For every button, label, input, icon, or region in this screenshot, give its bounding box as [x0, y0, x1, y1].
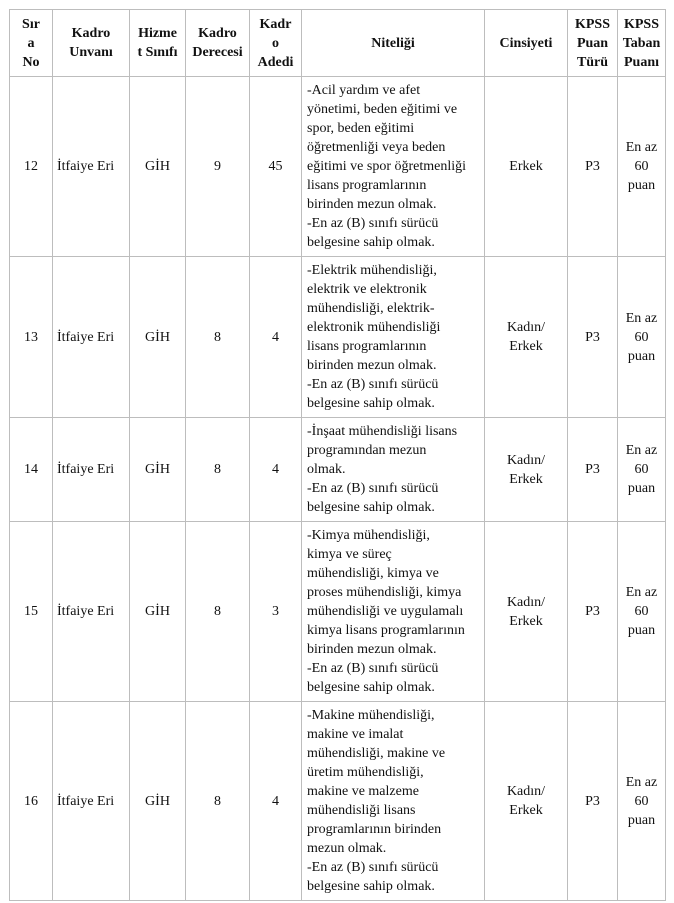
- text-line: Cinsiyeti: [499, 35, 553, 51]
- text-line: puan: [627, 178, 656, 193]
- text-line: Erkek: [509, 803, 543, 818]
- text-line: programlarının birinden: [307, 822, 442, 837]
- text-line: Türü: [576, 54, 609, 70]
- cell-adet: 3: [250, 522, 302, 702]
- cell-unvan: İtfaiye Eri: [53, 257, 130, 418]
- text-line: 60: [634, 604, 649, 619]
- text-line: En az: [625, 774, 658, 790]
- text-line: Kadro: [71, 26, 111, 41]
- text-line: No: [22, 54, 40, 70]
- cell-nitelik: [302, 418, 485, 522]
- cell-adet: 4: [250, 257, 302, 418]
- cell-derece: 8: [186, 257, 250, 418]
- header-kpss-taban-puani: [618, 10, 666, 77]
- header-sira-no: [10, 10, 53, 77]
- cell-adet: 4: [250, 702, 302, 901]
- text-line: mühendisliği, makine ve: [307, 746, 446, 761]
- text-line: -En az (B) sınıfı sürücü: [307, 481, 439, 496]
- cell-derece: 8: [186, 418, 250, 522]
- cell-puan-turu: P3: [568, 418, 618, 522]
- cell-sira: 14: [10, 418, 53, 522]
- cell-sira: 12: [10, 77, 53, 257]
- text-line: -Makine mühendisliği,: [307, 708, 435, 723]
- cell-nitelik: [302, 702, 485, 901]
- cell-adet: 4: [250, 418, 302, 522]
- text-line: kimya ve süreç: [307, 547, 392, 562]
- cell-sira: 15: [10, 522, 53, 702]
- text-line: birinden mezun olmak.: [307, 642, 437, 657]
- text-line: Kadın/: [506, 320, 546, 335]
- text-line: eğitimi ve spor öğretmenliği: [307, 159, 467, 174]
- text-line: Kadın/: [506, 784, 546, 799]
- cell-taban-puan: [618, 702, 666, 901]
- text-line: Erkek: [509, 159, 543, 174]
- cell-unvan: İtfaiye Eri: [53, 77, 130, 257]
- text-line: kimya lisans programlarının: [307, 623, 465, 638]
- text-line: -Elektrik mühendisliği,: [307, 263, 437, 278]
- text-line: 60: [634, 793, 649, 809]
- cell-cinsiyet: [485, 702, 568, 901]
- table-row: [10, 522, 666, 702]
- text-line: Adedi: [257, 54, 294, 70]
- cell-puan-turu: P3: [568, 257, 618, 418]
- cell-cinsiyet: [485, 257, 568, 418]
- text-line: üretim mühendisliği,: [307, 765, 424, 780]
- text-line: makine ve imalat: [307, 727, 404, 742]
- text-line: mühendisliği, elektrik-: [307, 301, 435, 316]
- cell-derece: 9: [186, 77, 250, 257]
- cell-puan-turu: P3: [568, 522, 618, 702]
- text-line: -En az (B) sınıfı sürücü: [307, 860, 439, 875]
- text-line: t Sınıfı: [137, 45, 178, 60]
- text-line: Hizme: [138, 26, 177, 41]
- text-line: birinden mezun olmak.: [307, 197, 437, 212]
- cell-puan-turu: P3: [568, 77, 618, 257]
- cell-derece: 8: [186, 522, 250, 702]
- header-niteligi: [302, 10, 485, 77]
- text-line: -En az (B) sınıfı sürücü: [307, 377, 439, 392]
- text-line: Kadın/: [506, 452, 546, 468]
- text-line: mühendisliği, kimya ve: [307, 566, 439, 581]
- header-kadro-derecesi: [186, 10, 250, 77]
- text-line: 60: [634, 462, 649, 477]
- text-line: Erkek: [509, 339, 543, 354]
- cell-nitelik: [302, 77, 485, 257]
- text-line: En az: [625, 585, 658, 600]
- cell-taban-puan: [618, 77, 666, 257]
- text-line: Erkek: [509, 613, 543, 629]
- text-line: a: [27, 35, 35, 51]
- header-cinsiyeti: [485, 10, 568, 77]
- cell-sinif: GİH: [130, 418, 186, 522]
- text-line: -Acil yardım ve afet: [307, 83, 421, 98]
- text-line: belgesine sahip olmak.: [307, 396, 435, 411]
- cell-sinif: GİH: [130, 77, 186, 257]
- table-row: [10, 257, 666, 418]
- text-line: puan: [627, 812, 656, 828]
- text-line: olmak.: [307, 462, 346, 477]
- text-line: puan: [627, 481, 656, 496]
- text-line: -İnşaat mühendisliği lisans: [307, 424, 458, 439]
- cell-cinsiyet: [485, 77, 568, 257]
- cell-derece: 8: [186, 702, 250, 901]
- text-line: Kadr: [259, 16, 292, 32]
- text-line: Derecesi: [192, 45, 243, 60]
- cell-sinif: GİH: [130, 257, 186, 418]
- text-line: Unvanı: [69, 45, 113, 60]
- header-row: [10, 10, 666, 77]
- text-line: Sır: [22, 16, 40, 32]
- text-line: puan: [627, 623, 656, 638]
- cell-unvan: İtfaiye Eri: [53, 418, 130, 522]
- text-line: belgesine sahip olmak.: [307, 879, 435, 894]
- text-line: puan: [627, 348, 656, 364]
- text-line: öğretmenliği veya beden: [307, 140, 446, 155]
- cell-sinif: GİH: [130, 522, 186, 702]
- text-line: lisans programlarının: [307, 178, 427, 193]
- text-line: yönetimi, beden eğitimi ve: [307, 102, 458, 117]
- cell-puan-turu: P3: [568, 702, 618, 901]
- cell-nitelik: [302, 522, 485, 702]
- text-line: makine ve malzeme: [307, 784, 419, 799]
- text-line: Niteliği: [371, 35, 415, 51]
- text-line: 60: [634, 159, 649, 174]
- cell-sira: 13: [10, 257, 53, 418]
- cell-taban-puan: [618, 418, 666, 522]
- cell-unvan: İtfaiye Eri: [53, 522, 130, 702]
- header-kpss-puan-turu: [568, 10, 618, 77]
- text-line: Taban: [622, 35, 661, 51]
- text-line: elektrik ve elektronik: [307, 282, 427, 297]
- cell-adet: 45: [250, 77, 302, 257]
- text-line: spor, beden eğitimi: [307, 121, 415, 136]
- text-line: Erkek: [509, 471, 543, 487]
- table-row: [10, 418, 666, 522]
- text-line: birinden mezun olmak.: [307, 358, 437, 373]
- text-line: Kadro: [198, 26, 237, 41]
- header-kadro-adedi: [250, 10, 302, 77]
- text-line: belgesine sahip olmak.: [307, 500, 435, 515]
- text-line: mühendisliği ve uygulamalı: [307, 604, 464, 619]
- header-hizmet-sinifi: [130, 10, 186, 77]
- text-line: mezun olmak.: [307, 841, 387, 856]
- text-line: Puanı: [623, 54, 659, 70]
- text-line: En az: [625, 310, 658, 326]
- table-row: [10, 702, 666, 901]
- text-line: KPSS: [623, 16, 659, 32]
- kadro-table: [9, 9, 666, 901]
- text-line: En az: [625, 443, 658, 458]
- cell-sinif: GİH: [130, 702, 186, 901]
- cell-cinsiyet: [485, 522, 568, 702]
- text-line: elektronik mühendisliği: [307, 320, 441, 335]
- text-line: proses mühendisliği, kimya: [307, 585, 462, 600]
- text-line: Puan: [576, 35, 609, 51]
- text-line: mühendisliği lisans: [307, 803, 416, 818]
- text-line: lisans programlarının: [307, 339, 427, 354]
- cell-sira: 16: [10, 702, 53, 901]
- table-row: [10, 77, 666, 257]
- cell-taban-puan: [618, 522, 666, 702]
- text-line: 60: [634, 329, 649, 345]
- text-line: En az: [625, 140, 658, 155]
- header-kadro-unvani: [53, 10, 130, 77]
- text-line: KPSS: [574, 16, 610, 32]
- text-line: -Kimya mühendisliği,: [307, 528, 430, 543]
- text-line: Kadın/: [506, 594, 546, 610]
- cell-taban-puan: [618, 257, 666, 418]
- text-line: -En az (B) sınıfı sürücü: [307, 216, 439, 231]
- cell-unvan: İtfaiye Eri: [53, 702, 130, 901]
- text-line: belgesine sahip olmak.: [307, 680, 435, 695]
- text-line: belgesine sahip olmak.: [307, 235, 435, 250]
- text-line: o: [272, 35, 279, 51]
- cell-nitelik: [302, 257, 485, 418]
- cell-cinsiyet: [485, 418, 568, 522]
- text-line: -En az (B) sınıfı sürücü: [307, 661, 439, 676]
- text-line: programından mezun: [307, 443, 427, 458]
